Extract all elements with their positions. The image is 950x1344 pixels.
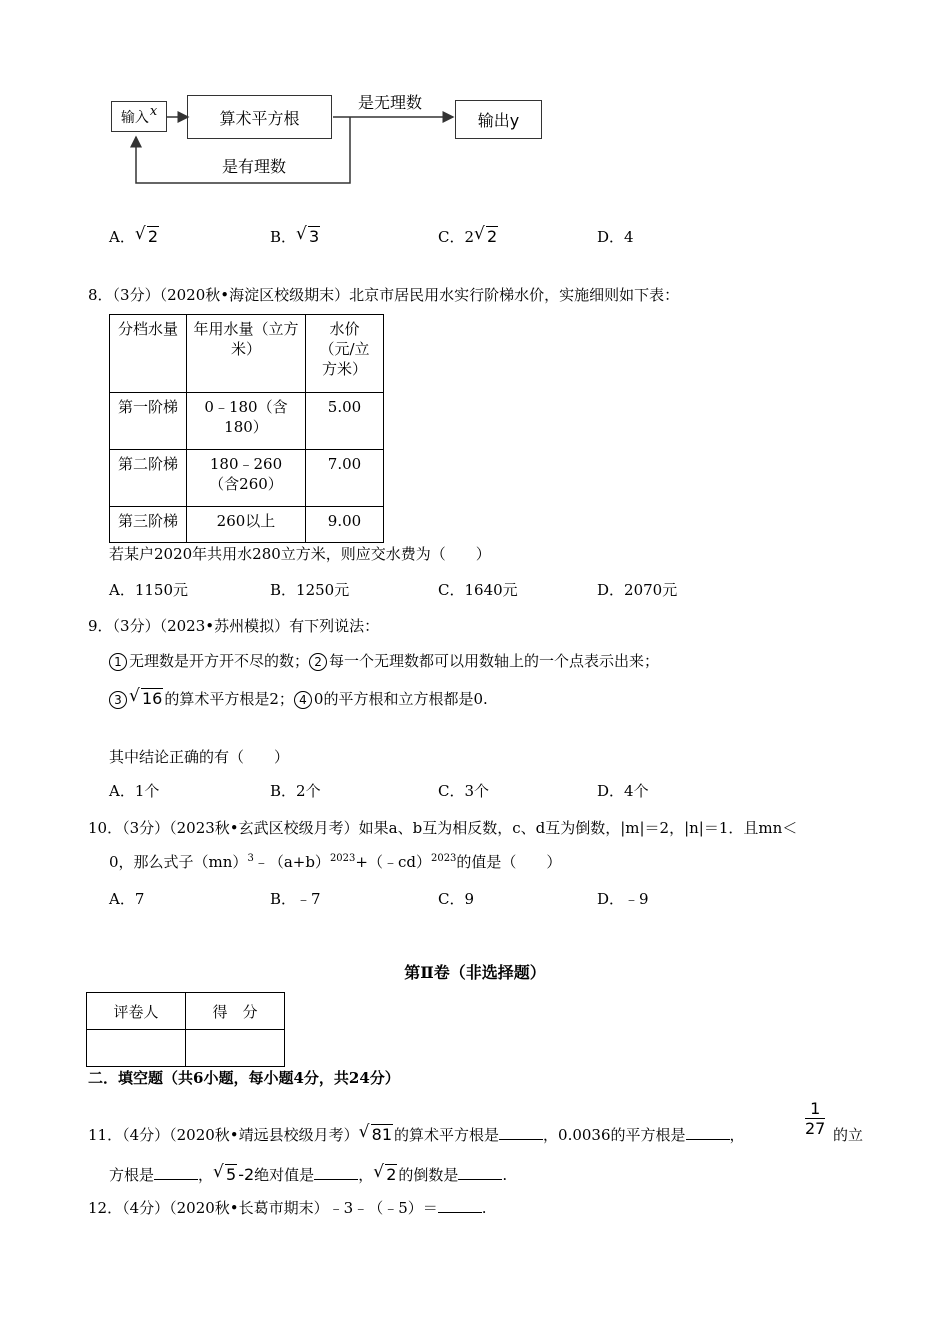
sqrt-symbol: √ 2 [373, 1165, 397, 1184]
q7-option-a[interactable]: A．√ 2 [109, 226, 160, 247]
table-row [110, 393, 384, 450]
answer-blank[interactable] [314, 1165, 358, 1180]
sqrt-symbol: √ 16 [129, 689, 163, 708]
q9-option-c[interactable]: C．3个 [438, 782, 490, 800]
grader-label: 评卷人 [87, 993, 186, 1030]
q8-option-d[interactable]: D．2070元 [597, 581, 678, 599]
answer-blank[interactable] [438, 1198, 482, 1213]
circled-number: 1 [109, 653, 127, 671]
q8-question: 若某户2020年共用水280立方米，则应交水费为（ ） [109, 545, 491, 563]
table-cell: 9.00 [306, 507, 384, 543]
table-header: 分档水量 [110, 315, 187, 393]
q11-line1-end: 的立 [833, 1126, 864, 1144]
q7-option-c[interactable]: C．2√ 2 [438, 226, 499, 247]
q12: 12．（4分）（2020秋•长葛市期末）﹣3﹣（﹣5）＝ . [88, 1199, 487, 1217]
sqrt-symbol: √ 5 [213, 1165, 237, 1184]
q10-option-c[interactable]: C．9 [438, 890, 475, 908]
q8-stem: 8．（3分）（2020秋•海淀区校级期末）北京市居民用水实行阶梯水价，实施细则如下表： [88, 286, 680, 304]
table-cell: 260以上 [187, 507, 306, 543]
score-label: 得 分 [186, 993, 285, 1030]
answer-blank[interactable] [154, 1165, 198, 1180]
fraction-denominator: 27 [805, 1119, 826, 1138]
sqrt-symbol: √ 3 [296, 227, 320, 246]
q9-option-d[interactable]: D．4个 [597, 782, 649, 800]
q9-option-b[interactable]: B．2个 [270, 782, 321, 800]
answer-blank[interactable] [458, 1165, 502, 1180]
answer-blank[interactable] [499, 1125, 543, 1140]
score-table [86, 992, 285, 1067]
input-var: x [149, 104, 158, 119]
table-row [87, 1030, 285, 1067]
table-row [87, 993, 285, 1030]
input-label: 输入 [120, 109, 149, 126]
sqrt-symbol: √ 2 [135, 227, 159, 246]
q8-option-b[interactable]: B．1250元 [270, 581, 350, 599]
table-header: 水价（元/立方米） [306, 315, 384, 393]
q9-statements-line2: 3√ 16 的算术平方根是2； 4 0的平方根和立方根都是0. [109, 688, 488, 709]
section-title: 第Ⅱ卷（非选择题） [404, 963, 546, 982]
q9-question: 其中结论正确的有（ ） [109, 748, 290, 766]
table-cell: 0﹣180（含180） [187, 393, 306, 450]
water-price-table [109, 314, 384, 543]
sqrt-symbol: √ 2 [474, 227, 498, 246]
table-cell: 5.00 [306, 393, 384, 450]
q7-option-b[interactable]: B．√ 3 [270, 226, 321, 247]
q11-line1: 11．（4分）（2020秋•靖远县校级月考）√ 81 的算术平方根是 ，0.0036的平方根是 ， [88, 1124, 745, 1145]
circled-number: 3 [109, 691, 127, 709]
table-cell: 180﹣260（含260） [187, 450, 306, 507]
section-heading: 二．填空题（共6小题，每小题4分，共24分） [88, 1069, 400, 1087]
table-header: 年用水量（立方米） [187, 315, 306, 393]
answer-blank[interactable] [686, 1125, 730, 1140]
q10-option-d[interactable]: D．﹣9 [597, 890, 649, 908]
rational-label: 是有理数 [222, 157, 287, 176]
process-box: 算术平方根 [187, 95, 332, 139]
grader-cell[interactable] [87, 1030, 186, 1067]
table-cell: 第一阶梯 [110, 393, 187, 450]
table-cell: 7.00 [306, 450, 384, 507]
table-cell: 第三阶梯 [110, 507, 187, 543]
q9-option-a[interactable]: A．1个 [109, 782, 160, 800]
table-row [110, 507, 384, 543]
q10-line2: 0，那么式子$(mn)^3﹣(a+b)^{2023}+(﹣cd)^{2023}$的值是（ ） [109, 853, 562, 871]
q9-statements-line1: 1 无理数是开方开不尽的数； 2 每一个无理数都可以用数轴上的一个点表示出来； [109, 650, 659, 671]
table-row [110, 450, 384, 507]
fraction [805, 1099, 825, 1138]
irrational-label: 是无理数 [358, 93, 423, 112]
sqrt-symbol: √ 81 [359, 1125, 393, 1144]
input-box [111, 101, 167, 132]
q10-option-b[interactable]: B．﹣7 [270, 890, 321, 908]
output-box: 输出y [455, 100, 542, 139]
fraction-numerator: 1 [805, 1099, 825, 1119]
q8-option-a[interactable]: A．1150元 [109, 581, 189, 599]
q11-line2: 方根是 ，√ 5 -2绝对值是 ，√ 2 的倒数是 . [109, 1164, 507, 1185]
score-cell[interactable] [186, 1030, 285, 1067]
q7-option-d[interactable]: D．4 [597, 228, 634, 246]
circled-number: 4 [294, 691, 312, 709]
circled-number: 2 [309, 653, 327, 671]
q10-line1: 10．（3分）（2023秋•玄武区校级月考）如果a、b互为相反数，c、d互为倒数，|m|＝2，|n|＝1．且mn＜ [88, 819, 798, 837]
q8-option-c[interactable]: C．1640元 [438, 581, 518, 599]
q10-option-a[interactable]: A．7 [109, 890, 145, 908]
q9-stem: 9．（3分）（2023•苏州模拟）有下列说法： [88, 617, 380, 635]
table-row [110, 315, 384, 393]
table-cell: 第二阶梯 [110, 450, 187, 507]
